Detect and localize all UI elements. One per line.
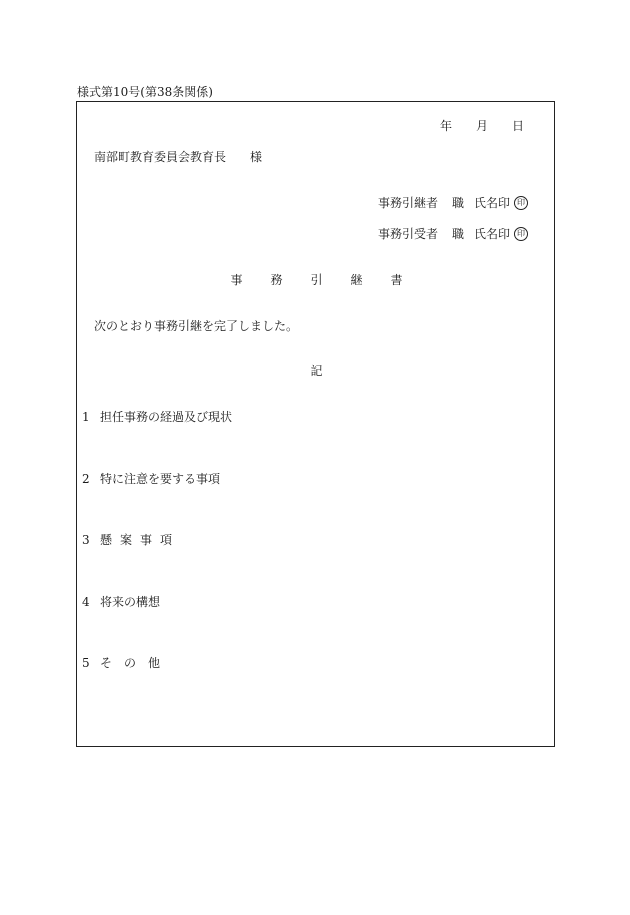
form-number: 様式第10号(第38条関係) [77,85,213,99]
item-number: 4 [82,595,90,609]
item-3: 3 懸 案 事 項 [82,533,173,547]
record-label: 記 [310,364,323,378]
signer-role: 事務引受者 [377,227,438,241]
signer-transferor [378,196,528,210]
signer-name-seal-label: 氏名印 [473,227,510,241]
date-month-label: 月 [475,119,488,133]
addressee-honorific: 様 [250,150,263,164]
item-4 [82,596,160,608]
item-label: 担任事務の経過及び現状 [100,410,233,424]
addressee [94,151,262,163]
item-number: 1 [82,410,90,424]
item-2 [82,473,220,485]
document-title: 事 務 引 継 書 [230,273,403,287]
signer-transferee [378,227,528,241]
date-line [440,120,524,132]
date-day-label: 日 [511,119,524,133]
item-label: 将来の構想 [100,595,161,609]
signer-title: 職 [451,196,464,210]
seal-icon: 印 [514,227,528,241]
item-number: 3 [82,533,90,547]
seal-icon: 印 [514,196,528,210]
addressee-name: 南部町教育委員会教育長 [94,150,227,164]
date-year-label: 年 [439,119,452,133]
item-number: 5 [82,656,90,670]
statement: 次のとおり事務引継を完了しました。 [94,319,299,333]
item-1 [82,411,232,423]
form-frame [76,101,555,747]
item-label: 特に注意を要する事項 [100,472,221,486]
item-number: 2 [82,472,90,486]
signer-role: 事務引継者 [377,196,438,210]
signer-name-seal-label: 氏名印 [473,196,510,210]
item-5: 5 そ の 他 [82,656,161,670]
signer-title: 職 [451,227,464,241]
